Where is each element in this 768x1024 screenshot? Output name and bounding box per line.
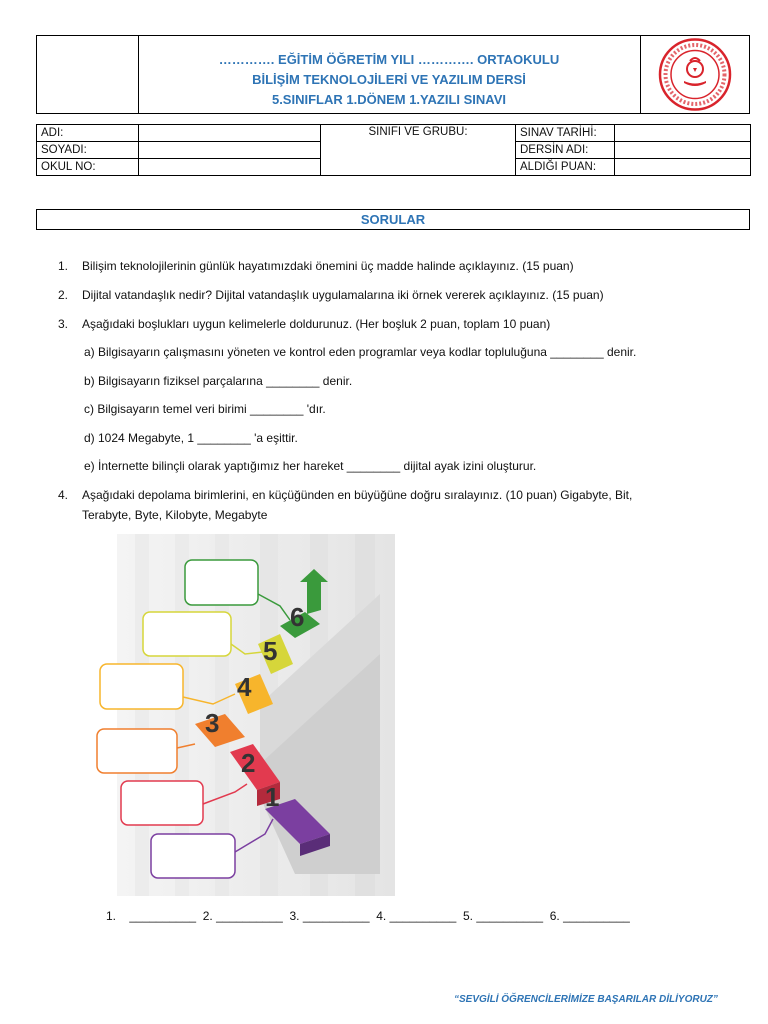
step-number-6: 6 — [290, 602, 305, 632]
dersin-adi-label: DERSİN ADI: — [516, 142, 615, 159]
dersin-adi-field[interactable] — [615, 142, 751, 159]
question-4-continued: Terabyte, Byte, Kilobyte, Megabyte — [82, 508, 268, 522]
question-number: 3. — [58, 317, 69, 331]
question-number: 4. — [58, 488, 69, 502]
fill-item-a: a) Bilgisayarın çalışmasını yöneten ve kontrol eden programlar veya kodlar topluluğuna ________ denir. — [84, 345, 637, 359]
aldigi-puan-label: ALDIĞI PUAN: — [516, 159, 615, 176]
question-1 — [58, 257, 574, 276]
answer-line: 1. __________ 2. __________ 3. __________ 4. __________ 5. __________ 6. __________ — [106, 909, 630, 923]
staircase-diagram — [95, 534, 395, 896]
footer-message: “SEVGİLİ ÖĞRENCİLERİMİZE BAŞARILAR DİLİYORUZ” — [454, 994, 718, 1005]
question-number: 2. — [58, 288, 69, 302]
adi-field[interactable] — [139, 125, 321, 142]
student-info-table — [36, 124, 751, 176]
question-text: Dijital vatandaşlık nedir? Dijital vatandaşlık uygulamalarına iki örnek vererek açıklayınız. (15 puan) — [82, 288, 604, 302]
step-number-1: 1 — [265, 782, 280, 812]
step-number-3: 3 — [205, 708, 220, 738]
fill-item-e: e) İnternette bilinçli olarak yaptığımız her hareket ________ dijital ayak izini oluşturur. — [84, 459, 537, 473]
adi-label: ADI: — [37, 125, 139, 142]
header-title-line3: 5.SINIFLAR 1.DÖNEM 1.YAZILI SINAVI — [271, 92, 507, 107]
question-number: 1. — [58, 259, 69, 273]
sinav-tarihi-label: SINAV TARİHİ: — [516, 125, 615, 142]
question-text: Aşağıdaki depolama birimlerini, en küçüğünden en büyüğüne doğru sıralayınız. (10 puan) Gigabyte, Bit, — [82, 488, 633, 502]
question-text: Bilişim teknolojilerinin günlük hayatımızdaki önemini üç madde halinde açıklayınız. (15 puan) — [82, 259, 574, 273]
meb-seal-logo — [646, 37, 744, 112]
question-2 — [58, 286, 604, 305]
sinifi-label: SINIFI VE GRUBU: — [321, 125, 516, 176]
question-4 — [58, 486, 632, 505]
sorular-heading: SORULAR — [36, 209, 750, 230]
soyadi-field[interactable] — [139, 142, 321, 159]
header-title-line1: …………. EĞİTİM ÖĞRETİM YILI …………. ORTAOKULU — [218, 52, 560, 67]
fill-item-d: d) 1024 Megabyte, 1 ________ 'a eşittir. — [84, 431, 298, 445]
fill-item-c: c) Bilgisayarın temel veri birimi ________ 'dır. — [84, 402, 326, 416]
step-number-2: 2 — [241, 748, 256, 778]
question-3 — [58, 315, 550, 334]
soyadi-label: SOYADI: — [37, 142, 139, 159]
question-text: Aşağıdaki boşlukları uygun kelimelerle doldurunuz. (Her boşluk 2 puan, toplam 10 puan) — [82, 317, 551, 331]
aldigi-puan-field[interactable] — [615, 159, 751, 176]
step-number-5: 5 — [263, 636, 278, 666]
header-left-cell — [36, 35, 139, 114]
fill-item-b: b) Bilgisayarın fiziksel parçalarına ________ denir. — [84, 374, 353, 388]
sinav-tarihi-field[interactable] — [615, 125, 751, 142]
okul-no-label: OKUL NO: — [37, 159, 139, 176]
okul-no-field[interactable] — [139, 159, 321, 176]
step-number-4: 4 — [237, 672, 252, 702]
header-divider — [640, 35, 641, 114]
header-title-line2: BİLİŞİM TEKNOLOJİLERİ VE YAZILIM DERSİ — [252, 72, 526, 87]
